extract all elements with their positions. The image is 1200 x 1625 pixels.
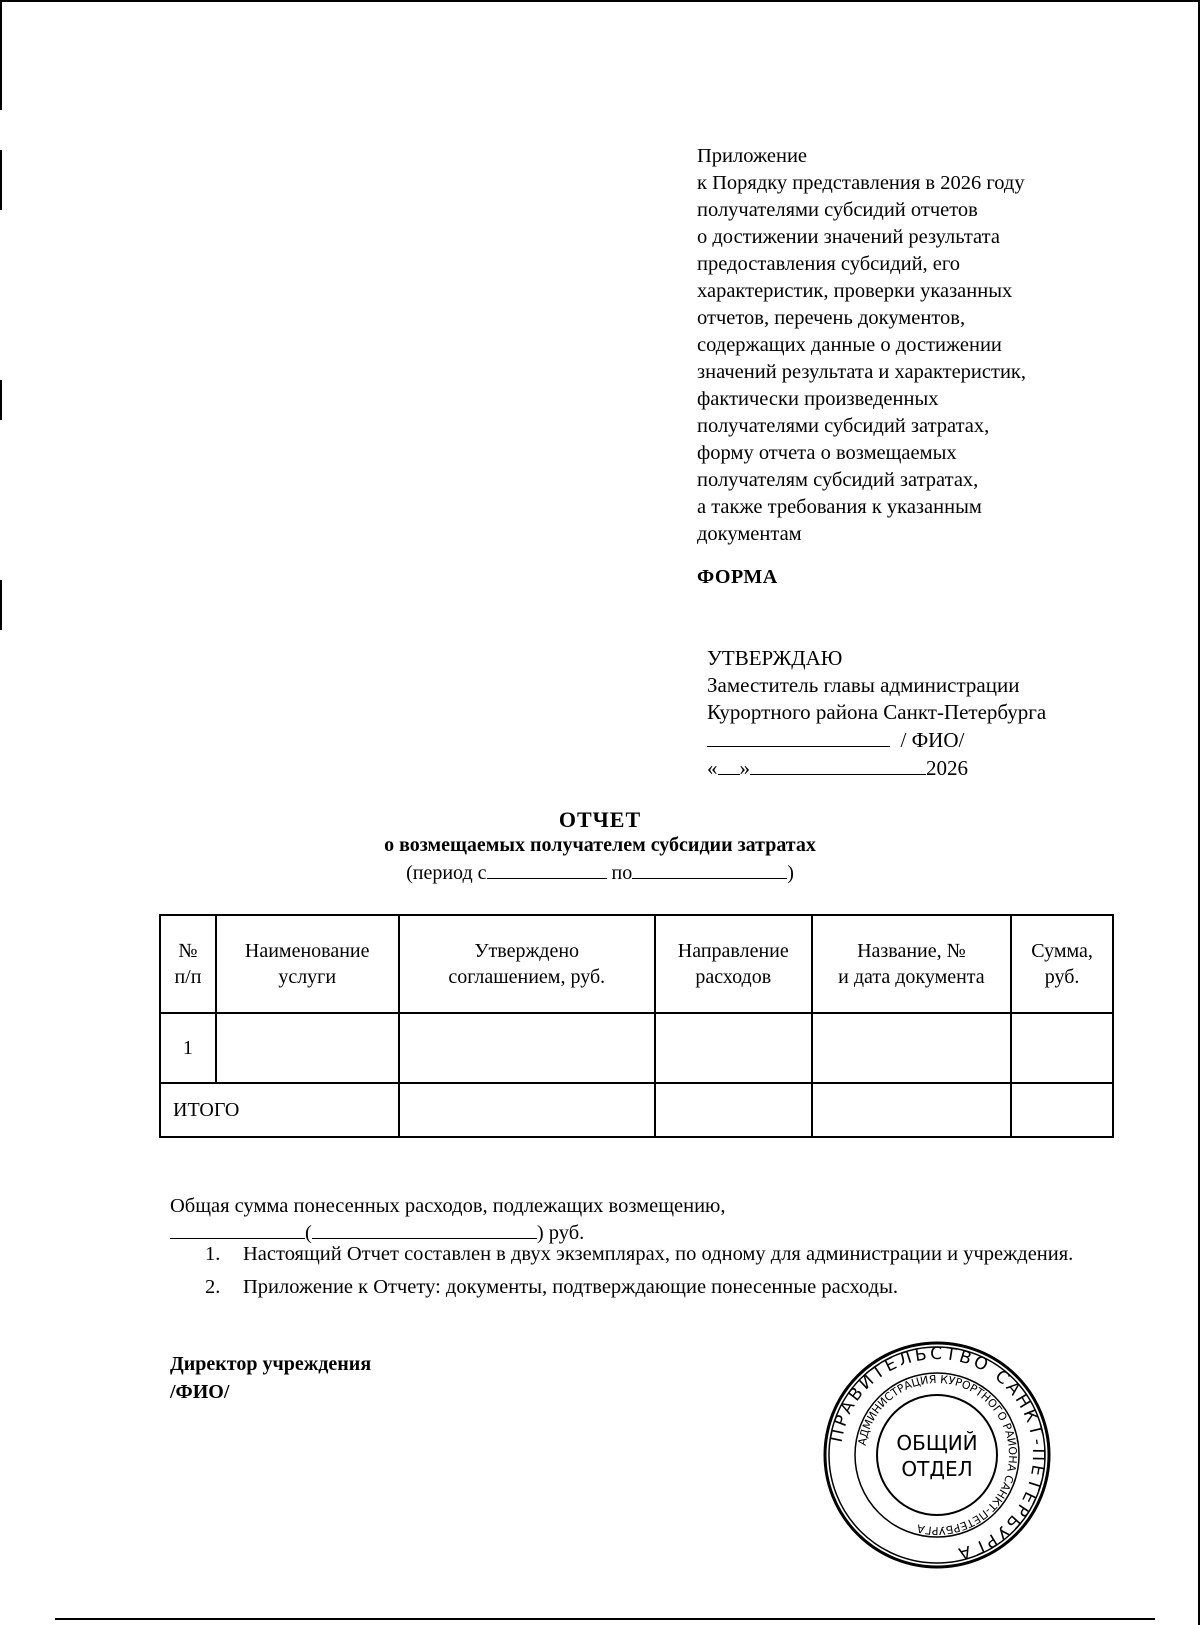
official-stamp [822, 1340, 1052, 1570]
appendix-line: о достижении значений результата [697, 226, 1000, 248]
appendix-line: получателями субсидий затратах, [697, 415, 990, 437]
table-header-row [160, 915, 1113, 1013]
report-subtitle: о возмещаемых получателем субсидии затратах [384, 834, 816, 856]
appendix-line: значений результата и характеристик, [697, 361, 1027, 383]
appendix-line: получателями субсидий отчетов [697, 199, 978, 221]
summary-text: Общая сумма понесенных расходов, подлежащих возмещению, [170, 1195, 726, 1217]
row-number: 1 [160, 1013, 216, 1083]
rub-suffix: ) руб. [536, 1222, 585, 1244]
appendix-line: а также требования к указанным [697, 496, 982, 518]
appendix-line: фактически произведенных [697, 388, 939, 410]
signature-blank [707, 726, 890, 747]
report-period [0, 860, 1200, 885]
stamp-outer-text: ПРАВИТЕЛЬСТВО САНКТ-ПЕТЕРБУРГА [826, 1343, 1049, 1565]
amount-digits-blank [170, 1220, 305, 1239]
appendix-line: к Порядку представления в 2026 году [697, 172, 1025, 194]
approval-position-line2: Курортного района Санкт-Петербурга [707, 700, 1047, 724]
header-service-name: Наименование услуги [216, 915, 399, 1013]
table-cell [216, 1013, 399, 1083]
appendix-line: содержащих данные о достижении [697, 334, 1002, 356]
table-cell [399, 1083, 655, 1137]
report-title: ОТЧЕТ [558, 807, 642, 832]
approval-date-line [707, 754, 1046, 782]
header-approved-amount: Утверждено соглашением, руб. [399, 915, 655, 1013]
appendix-block [697, 143, 1157, 548]
page-bottom-border [55, 1618, 1155, 1620]
period-to-blank [632, 860, 787, 879]
approval-block [707, 645, 1046, 782]
stamp-inner-ring [877, 1395, 997, 1515]
appendix-line: документам [697, 523, 802, 545]
appendix-line: Приложение [697, 145, 808, 167]
date-quote-open: « [707, 756, 718, 780]
period-suffix: ) [787, 862, 794, 884]
note-text: Настоящий Отчет составлен в двух экземплярах, по одному для администрации и учреждения. [243, 1243, 1074, 1265]
appendix-line: характеристик, проверки указанных [697, 280, 1013, 302]
note-text: Приложение к Отчету: документы, подтверждающие понесенные расходы. [243, 1276, 898, 1298]
appendix-line: предоставления субсидий, его [697, 253, 961, 275]
director-title: Директор учреждения [170, 1353, 372, 1375]
total-label: ИТОГО [160, 1083, 399, 1137]
month-blank [750, 754, 926, 775]
appendix-line: отчетов, перечень документов, [697, 307, 966, 329]
report-table [159, 914, 1114, 1138]
approval-position-line1: Заместитель главы администрации [707, 673, 1020, 697]
table-cell [812, 1013, 1011, 1083]
date-quote-close: » [739, 756, 750, 780]
margin-mark [0, 150, 2, 210]
table-cell [655, 1083, 812, 1137]
period-mid: по [611, 862, 633, 884]
approval-signature-line [707, 726, 1046, 754]
header-sum: Сумма, руб. [1011, 915, 1113, 1013]
page-border-left [0, 0, 2, 110]
summary-block [170, 1193, 725, 1247]
note-number: 1. [205, 1243, 221, 1265]
header-expense-direction: Направление расходов [655, 915, 812, 1013]
list-item [205, 1241, 1105, 1268]
table-cell [1011, 1013, 1113, 1083]
header-number: № п/п [160, 915, 216, 1013]
period-from-blank [487, 860, 607, 879]
note-number: 2. [205, 1276, 221, 1298]
period-prefix: (период с [406, 862, 487, 884]
director-fio: /ФИО/ [170, 1381, 230, 1403]
table-row [160, 1013, 1113, 1083]
margin-mark [0, 380, 2, 420]
stamp-center-line1: ОБЩИЙ [896, 1431, 978, 1455]
appendix-line: получателям субсидий затратах, [697, 469, 979, 491]
page-border-top [0, 0, 1200, 2]
approval-heading: УТВЕРЖДАЮ [707, 646, 843, 670]
table-cell [655, 1013, 812, 1083]
paren-open: ( [305, 1222, 312, 1244]
forma-label: ФОРМА [697, 566, 778, 588]
list-item [205, 1274, 1105, 1301]
day-blank [718, 754, 740, 775]
margin-mark [0, 580, 2, 630]
stamp-inner-text: АДМИНИСТРАЦИЯ КУРОРТНОГО РАЙОНА САНКТ-ПЕТЕРБУРГА [855, 1372, 1020, 1538]
table-cell [399, 1013, 655, 1083]
signature-block [170, 1350, 371, 1406]
approval-fio: / ФИО/ [900, 728, 965, 752]
approval-year: 2026 [926, 756, 968, 780]
header-document: Название, № и дата документа [812, 915, 1011, 1013]
appendix-line: форму отчета о возмещаемых [697, 442, 957, 464]
table-total-row [160, 1083, 1113, 1137]
stamp-center-line2: ОТДЕЛ [901, 1457, 973, 1481]
notes-list [205, 1241, 1105, 1307]
amount-words-blank [312, 1220, 537, 1239]
table-cell [1011, 1083, 1113, 1137]
table-cell [812, 1083, 1011, 1137]
